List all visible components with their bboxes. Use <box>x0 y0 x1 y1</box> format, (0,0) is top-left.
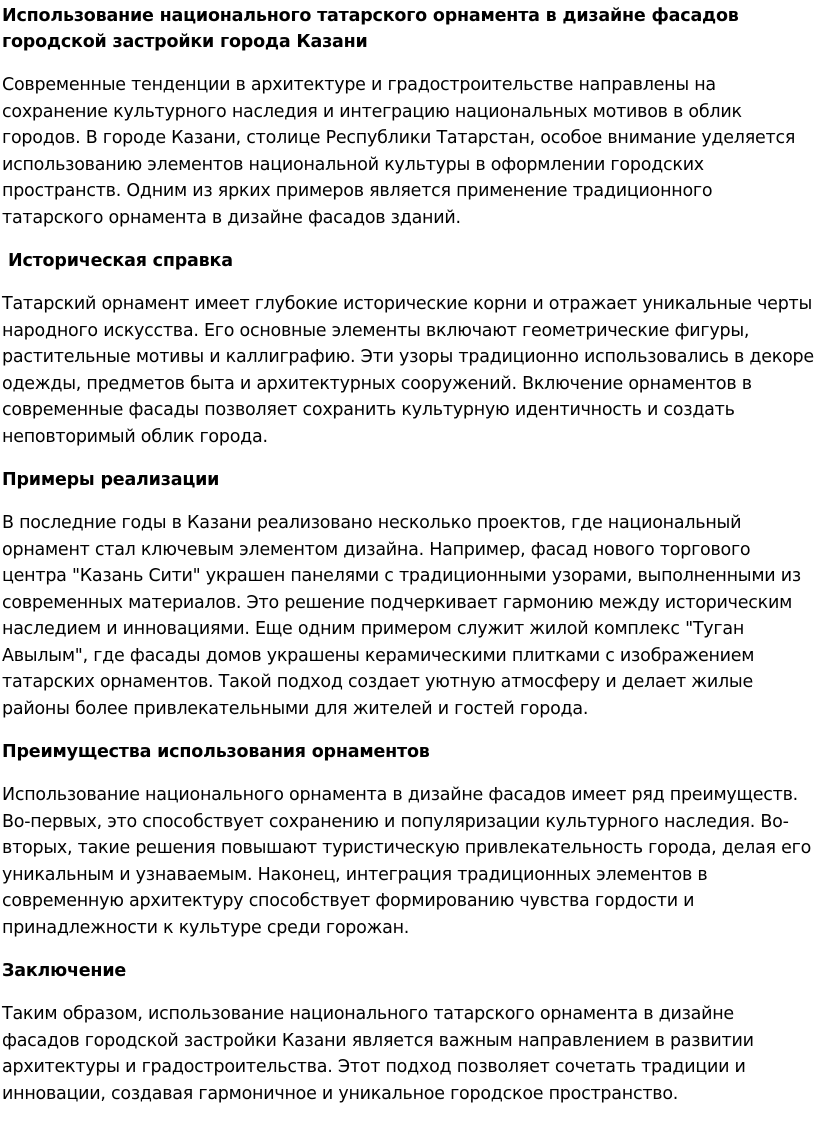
section-text-history: Татарский орнамент имеет глубокие исторические корни и отражает уникальные черты народного искусства. Его основные элементы включают геометрические фигуры, растительные мотивы и каллиграфию. Эти узоры традиционно использовались в декоре одежды, предметов быта и архитектурных сооружений. Включение орнаментов в современные фасады позволяет сохранить культурную идентичность и создать неповторимый облик города. <box>2 294 814 447</box>
section-heading-conclusion: Заключение <box>2 961 127 981</box>
section-heading-history: Историческая справка <box>8 251 233 271</box>
section-heading-examples: Примеры реализации <box>2 470 220 490</box>
document-title: Использование национального татарского орнамента в дизайне фасадов городской застройки города Казани <box>2 6 739 52</box>
section-heading-advantages: Преимущества использования орнаментов <box>2 742 430 762</box>
section-text-examples: В последние годы в Казани реализовано несколько проектов, где национальный орнамент стал ключевым элементом дизайна. Например, фасад нового торгового центра "Казань Сити" украшен панелями с традиционными узорами, выполненными из современных материалов. Это решение подчеркивает гармонию между историческим наследием и инновациями. Еще одним примером служит жилой комплекс "Туган Авылым", где фасады домов украшены керамическими плитками с изображением татарских орнаментов. Такой подход создает уютную атмосферу и делает жилые районы более привлекательными для жителей и гостей города. <box>2 513 801 719</box>
section-text-advantages: Использование национального орнамента в дизайне фасадов имеет ряд преимуществ. Во-первых, это способствует сохранению и популяризации культурного наследия. Во-вторых, такие решения повышают туристическую привлекательность города, делая его уникальным и узнаваемым. Наконец, интеграция традиционных элементов в современную архитектуру способствует формированию чувства гордости и принадлежности к культуре среди горожан. <box>2 785 812 938</box>
section-text-conclusion: Таким образом, использование национального татарского орнамента в дизайне фасадов городской застройки Казани является важным направлением в развитии архитектуры и градостроительства. Этот подход позволяет сочетать традиции и инновации, создавая гармоничное и уникальное городское пространство. <box>2 1004 754 1104</box>
intro-paragraph: Современные тенденции в архитектуре и градостроительстве направлены на сохранение культурного наследия и интеграцию национальных мотивов в облик городов. В городе Казани, столице Республики Татарстан, особое внимание уделяется использованию элементов национальной культуры в оформлении городских пространств. Одним из ярких примеров является применение традиционного татарского орнамента в дизайне фасадов зданий. <box>2 75 796 228</box>
